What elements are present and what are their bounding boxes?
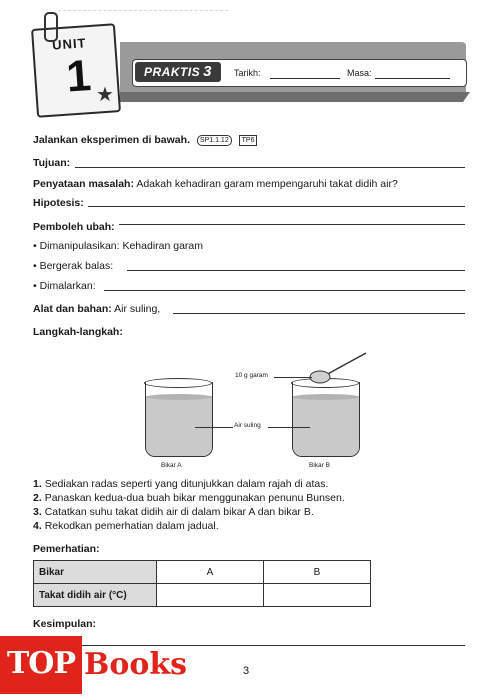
step-3 (33, 506, 314, 518)
beaker-a-water-surface (146, 394, 212, 400)
step-3-text: Catatkan suhu takat didih air di dalam bikar A dan bikar B. (44, 506, 314, 518)
header-band-shadow (120, 92, 470, 102)
step-4 (33, 520, 219, 532)
tp-tag: TP6 (239, 135, 258, 146)
pemboleh-item-1-text: Dimanipulasikan: Kehadiran garam (39, 240, 204, 252)
table-header-bikar: Bikar (34, 561, 157, 584)
masa-line[interactable] (375, 78, 450, 79)
spoon-icon (300, 350, 370, 386)
air-leader-right (268, 427, 310, 428)
step-1-num: 1. (33, 478, 42, 490)
hipotesis-answer-line[interactable] (88, 206, 465, 207)
instruction (33, 134, 257, 146)
pemboleh-item-3-text: Dimalarkan: (39, 280, 96, 292)
apparatus-diagram (140, 350, 370, 475)
tujuan-answer-line[interactable] (75, 167, 465, 168)
background-sketch (58, 10, 228, 23)
bergerak-balas-line[interactable] (127, 270, 465, 271)
observation-table (33, 560, 371, 607)
step-3-num: 3. (33, 506, 42, 518)
tarikh-line[interactable] (270, 78, 340, 79)
praktis-badge (135, 62, 221, 82)
table-row-label: Takat didih air (°C) (34, 584, 157, 607)
praktis-label: PRAKTIS (143, 65, 201, 79)
table-cell-a[interactable] (157, 584, 264, 607)
pemboleh-item-3: • Dimalarkan: (33, 280, 96, 292)
step-1-text: Sediakan radas seperti yang ditunjukkan dalam rajah di atas. (44, 478, 329, 490)
penyataan-label: Penyataan masalah: (33, 178, 134, 190)
paper-clip-icon (44, 12, 58, 42)
table-row (34, 584, 371, 607)
step-2 (33, 492, 345, 504)
unit-number: 1 (64, 51, 93, 102)
masa-label: Masa: (347, 68, 372, 78)
step-2-num: 2. (33, 492, 42, 504)
alat-label: Alat dan bahan: (33, 303, 112, 315)
kesimpulan-label: Kesimpulan: (33, 618, 97, 630)
beaker-b-water-surface (293, 394, 359, 400)
table-header-b: B (264, 561, 371, 584)
table-cell-b[interactable] (264, 584, 371, 607)
beaker-a (145, 382, 213, 457)
air-leader-left (195, 427, 233, 428)
pemboleh-item-1: • Dimanipulasikan: Kehadiran garam (33, 240, 204, 252)
penyataan-text: Adakah kehadiran garam mempengaruhi takat didih air? (136, 178, 398, 190)
pemboleh-ubah-heading: Pemboleh ubah: (33, 221, 119, 233)
sp-tag: SP1.1.12 (197, 135, 232, 146)
alat-answer-line[interactable] (173, 313, 465, 314)
langkah-heading: Langkah-langkah: (33, 326, 123, 338)
hipotesis-label: Hipotesis: (33, 197, 84, 209)
step-2-text: Panaskan kedua-dua buah bikar menggunakan penunu Bunsen. (44, 492, 345, 504)
instruction-text: Jalankan eksperimen di bawah. (33, 134, 190, 146)
praktis-number: 3 (203, 63, 212, 80)
star-icon: ★ (96, 84, 114, 106)
alat-text: Air suling, (114, 303, 161, 315)
bikar-b-label: Bikar B (309, 462, 330, 469)
topbooks-logo-top: TOP (0, 636, 82, 694)
air-suling-label: Air suling (234, 422, 261, 429)
step-4-num: 4. (33, 520, 42, 532)
page-number: 3 (243, 665, 250, 677)
table-header-row (34, 561, 371, 584)
garam-label: 10 g garam (235, 372, 268, 379)
table-header-a: A (157, 561, 264, 584)
pemboleh-item-2: • Bergerak balas: (33, 260, 114, 272)
unit-label: UNIT (51, 35, 87, 53)
step-4-text: Rekodkan pemerhatian dalam jadual. (44, 520, 219, 532)
bikar-a-label: Bikar A (161, 462, 182, 469)
dimalarkan-line[interactable] (104, 290, 465, 291)
pemboleh-item-2-text: Bergerak balas: (39, 260, 114, 272)
garam-leader (274, 377, 312, 378)
tarikh-label: Tarikh: (234, 68, 261, 78)
tujuan-label: Tujuan: (33, 157, 71, 169)
penyataan-row (33, 178, 398, 190)
alat-row (33, 303, 160, 315)
beaker-a-water (146, 396, 212, 456)
pemerhatian-heading: Pemerhatian: (33, 543, 100, 555)
beaker-b-water (293, 396, 359, 456)
topbooks-logo-books: Books (84, 647, 188, 682)
beaker-b (292, 382, 360, 457)
step-1 (33, 478, 328, 490)
